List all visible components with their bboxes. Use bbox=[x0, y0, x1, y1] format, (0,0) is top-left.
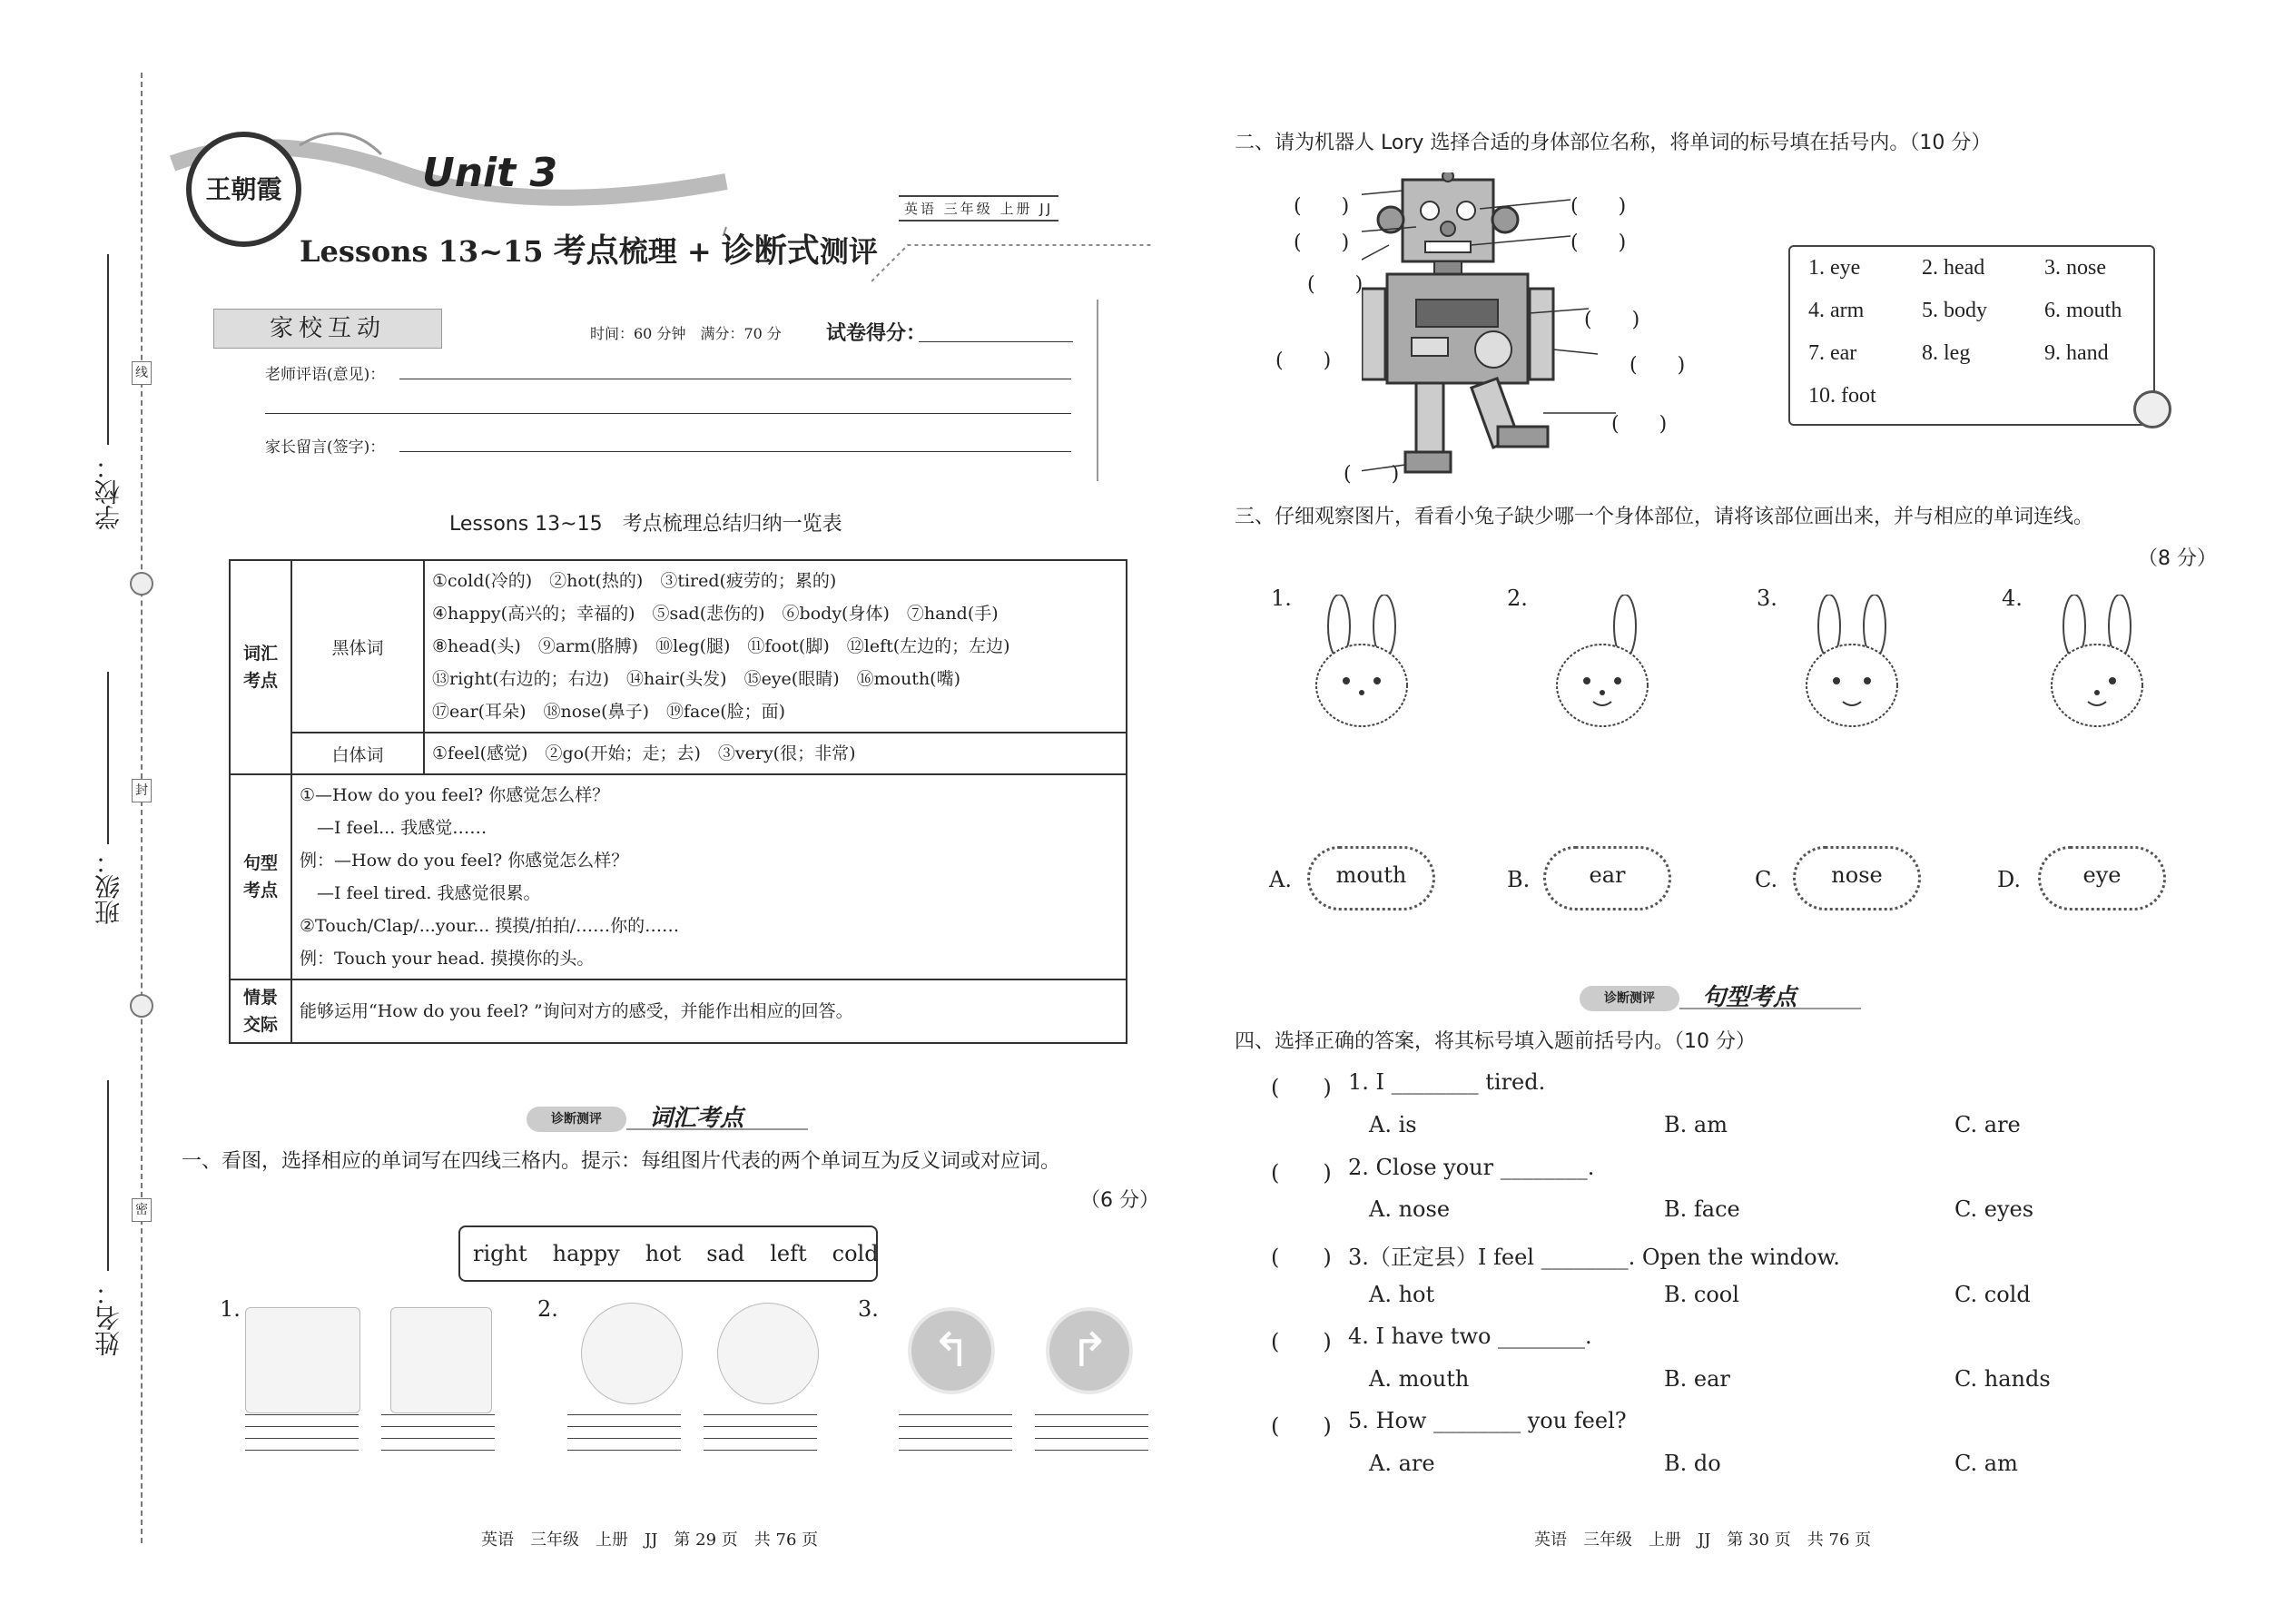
choice-a: A. hot bbox=[1369, 1282, 1435, 1307]
writing-lines[interactable] bbox=[381, 1414, 495, 1462]
choice-c: C. hands bbox=[1954, 1366, 2051, 1392]
word-option: happy bbox=[552, 1241, 620, 1266]
word-cloud-mouth[interactable]: mouth bbox=[1307, 846, 1435, 910]
option-letter: B. bbox=[1507, 867, 1531, 892]
logo-text: 王朝霞 bbox=[205, 174, 282, 204]
title-kaodian: 考点 bbox=[553, 231, 619, 270]
bold-words-line: ⑰ear(耳朵) ⑱nose(鼻子) ⑲face(脸；面) bbox=[432, 702, 786, 722]
rabbit-missing-ear-picture bbox=[1543, 595, 1661, 731]
banner-title: 词汇考点 bbox=[649, 1105, 744, 1132]
summary-table-title: Lessons 13~15 考点梳理总结归纳一览表 bbox=[449, 513, 842, 536]
lessons-range: Lessons 13~15 bbox=[300, 234, 544, 269]
rabbit-missing-eye-picture bbox=[2038, 595, 2156, 731]
writing-lines[interactable] bbox=[1035, 1414, 1148, 1462]
rabbit-number: 3. bbox=[1757, 586, 1777, 611]
answer-paren[interactable]: ( ) bbox=[1307, 273, 1364, 296]
publisher-logo bbox=[186, 132, 301, 247]
title-shuli: 梳理 bbox=[618, 234, 677, 269]
body-word: 3. nose bbox=[2044, 256, 2106, 280]
body-word: 9. hand bbox=[2044, 341, 2109, 365]
answer-paren[interactable]: ( ) bbox=[1611, 413, 1668, 436]
question-stem: 2. Close your ________. bbox=[1348, 1155, 1595, 1180]
body-word: 2. head bbox=[1922, 256, 1985, 280]
lessons-title bbox=[300, 225, 878, 271]
answer-paren[interactable]: ( ) bbox=[1271, 1413, 1332, 1439]
binding-tag-seal: 封 bbox=[132, 779, 152, 802]
grade-tags: 英语 三年级 上册 JJ bbox=[899, 195, 1058, 221]
page-footer-left: 英语 三年级 上册 JJ 第 29 页 共 76 页 bbox=[481, 1530, 819, 1550]
choice-b: B. do bbox=[1664, 1451, 1721, 1476]
home-school-banner: 家校互动 bbox=[213, 309, 442, 349]
binding-tag-secret: 密 bbox=[132, 1198, 152, 1222]
writing-lines[interactable] bbox=[704, 1414, 817, 1462]
bold-words-line: ①cold(冷的) ②hot(热的) ③tired(疲劳的；累的) bbox=[432, 571, 837, 591]
parent-comment-field[interactable] bbox=[399, 451, 1071, 452]
body-word: 10. foot bbox=[1808, 384, 1876, 408]
q1-group-number: 3. bbox=[858, 1296, 879, 1322]
word-option: left bbox=[770, 1241, 807, 1266]
body-word: 5. body bbox=[1922, 299, 1987, 322]
sentence-line: ①—How do you feel? 你感觉怎么样？ bbox=[300, 785, 610, 805]
sentence-line: —I feel... 我感觉…… bbox=[300, 818, 487, 838]
body-word: 4. arm bbox=[1808, 299, 1865, 322]
rabbit-missing-nose-picture bbox=[1793, 595, 1911, 731]
answer-paren[interactable]: ( ) bbox=[1294, 195, 1350, 218]
class-label: 班级： bbox=[94, 849, 123, 925]
option-letter: C. bbox=[1755, 867, 1778, 892]
choice-a: A. is bbox=[1369, 1112, 1417, 1137]
writing-lines[interactable] bbox=[245, 1414, 359, 1462]
word-option: sad bbox=[706, 1241, 745, 1266]
answer-paren[interactable]: ( ) bbox=[1629, 354, 1686, 377]
word-cloud-eye[interactable]: eye bbox=[2038, 846, 2166, 910]
sentence-section-banner bbox=[1580, 982, 1870, 1013]
header-divider bbox=[1097, 300, 1098, 481]
question-stem: 1. I ________ tired. bbox=[1348, 1069, 1546, 1095]
banner-tag: 诊断测评 bbox=[527, 1107, 626, 1132]
header-dotted-decoration bbox=[871, 227, 1162, 290]
title-zhenduanshi: 诊断式 bbox=[721, 231, 820, 270]
sentence-line: 例：Touch your head. 摸摸你的头。 bbox=[300, 949, 595, 969]
choice-a: A. nose bbox=[1369, 1196, 1451, 1222]
sentence-cell bbox=[291, 774, 1127, 979]
situation-cell: 能够运用“How do you feel? ”询问对方的感受，并能作出相应的回答。 bbox=[291, 979, 1127, 1043]
q3-points: （8 分） bbox=[2138, 547, 2217, 570]
time-and-score-info: 时间：60 分钟 满分：70 分 bbox=[590, 325, 782, 342]
q1-group-number: 2. bbox=[537, 1296, 558, 1322]
answer-paren[interactable]: ( ) bbox=[1570, 231, 1627, 254]
turn-left-arrow-icon: ↰ bbox=[908, 1307, 995, 1394]
title-ceping: 测评 bbox=[819, 234, 878, 269]
score-label: 试卷得分： bbox=[826, 321, 927, 345]
choice-c: C. cold bbox=[1954, 1282, 2031, 1307]
writing-lines[interactable] bbox=[899, 1414, 1012, 1462]
school-field[interactable] bbox=[107, 254, 109, 445]
choice-c: C. are bbox=[1954, 1112, 2021, 1137]
bold-words-line: ⑬right(右边的；右边) ⑭hair(头发) ⑮eye(眼睛) ⑯mouth(嘴) bbox=[432, 669, 961, 689]
answer-paren[interactable]: ( ) bbox=[1275, 349, 1332, 372]
white-words-label: 白体词 bbox=[291, 733, 424, 774]
situation-category: 情景交际 bbox=[230, 979, 291, 1043]
summary-table bbox=[229, 559, 1127, 1044]
sad-boy-picture bbox=[717, 1303, 819, 1404]
q1-word-bank bbox=[458, 1225, 878, 1282]
hot-boy-picture bbox=[245, 1307, 360, 1413]
writing-lines[interactable] bbox=[567, 1414, 681, 1462]
binding-hole-icon bbox=[130, 994, 153, 1018]
rabbit-number: 2. bbox=[1507, 586, 1528, 611]
word-cloud-ear[interactable]: ear bbox=[1543, 846, 1671, 910]
answer-paren[interactable]: ( ) bbox=[1294, 231, 1350, 254]
name-field[interactable] bbox=[107, 1080, 109, 1271]
rabbit-number: 1. bbox=[1271, 586, 1292, 611]
q2-word-list bbox=[1788, 245, 2155, 426]
option-letter: D. bbox=[1997, 867, 2022, 892]
choice-c: C. am bbox=[1954, 1451, 2018, 1476]
body-word: 8. leg bbox=[1922, 341, 1971, 365]
q1-instructions: 一、看图，选择相应的单词写在四线三格内。提示：每组图片代表的两个单词互为反义词或对应词。 bbox=[182, 1150, 1061, 1173]
question-stem: 4. I have two ________. bbox=[1348, 1324, 1592, 1349]
answer-paren[interactable]: ( ) bbox=[1570, 195, 1627, 218]
body-word: 6. mouth bbox=[2044, 299, 2122, 322]
title-plus: + bbox=[686, 234, 712, 269]
choice-b: B. cool bbox=[1664, 1282, 1739, 1307]
q1-points: （6 分） bbox=[1080, 1189, 1159, 1212]
question-stem: 5. How ________ you feel? bbox=[1348, 1408, 1627, 1433]
choice-a: A. are bbox=[1369, 1451, 1435, 1476]
answer-paren[interactable]: ( ) bbox=[1271, 1075, 1332, 1100]
binding-tag-line: 线 bbox=[132, 361, 152, 385]
page-footer-right: 英语 三年级 上册 JJ 第 30 页 共 76 页 bbox=[1534, 1530, 1872, 1550]
teacher-comment-label: 老师评语(意见)： bbox=[265, 366, 386, 384]
unit-title: Unit 3 bbox=[422, 150, 558, 196]
rabbit-number: 4. bbox=[2002, 586, 2023, 611]
banner-arrow bbox=[626, 1128, 808, 1130]
banner-title: 句型考点 bbox=[1702, 984, 1797, 1011]
vocab-category: 词汇考点 bbox=[230, 560, 291, 774]
answer-paren[interactable]: ( ) bbox=[1271, 1160, 1332, 1186]
question-stem: 3.（正定县）I feel ________. Open the window. bbox=[1348, 1245, 1840, 1270]
parent-comment-label: 家长留言(签字)： bbox=[265, 438, 386, 457]
sentence-line: ②Touch/Clap/...your... 摸摸/拍拍/……你的…… bbox=[300, 916, 680, 936]
bold-words-line: ⑧head(头) ⑨arm(胳膊) ⑩leg(腿) ⑪foot(脚) ⑫left(左边的；左边) bbox=[432, 636, 1010, 656]
word-cloud-nose[interactable]: nose bbox=[1793, 846, 1921, 910]
answer-paren[interactable]: ( ) bbox=[1271, 1329, 1332, 1354]
binding-hole-icon bbox=[130, 572, 153, 595]
answer-paren[interactable]: ( ) bbox=[1584, 309, 1640, 331]
bold-words-line: ④happy(高兴的；幸福的) ⑤sad(悲伤的) ⑥body(身体) ⑦hand(手) bbox=[432, 604, 999, 624]
teacher-comment-field-2[interactable] bbox=[265, 413, 1071, 414]
q4-instructions: 四、选择正确的答案，将其标号填入题前括号内。（10 分） bbox=[1235, 1030, 1756, 1053]
sentence-category: 句型考点 bbox=[230, 774, 291, 979]
sentence-line: —I feel tired. 我感觉很累。 bbox=[300, 883, 541, 903]
word-option: hot bbox=[645, 1241, 682, 1266]
bold-words-label: 黑体词 bbox=[291, 560, 424, 733]
answer-paren[interactable]: ( ) bbox=[1271, 1245, 1332, 1270]
q2-instructions: 二、请为机器人 Lory 选择合适的身体部位名称，将单词的标号填在括号内。（10 分） bbox=[1235, 132, 1992, 154]
q1-group-number: 1. bbox=[220, 1296, 241, 1322]
class-field[interactable] bbox=[107, 672, 109, 844]
body-word: 7. ear bbox=[1808, 341, 1857, 365]
word-option: cold bbox=[832, 1241, 879, 1266]
yarn-ball-icon bbox=[2133, 390, 2171, 428]
choice-b: B. am bbox=[1664, 1112, 1728, 1137]
choice-a: A. mouth bbox=[1369, 1366, 1470, 1392]
choice-c: C. eyes bbox=[1954, 1196, 2034, 1222]
turn-right-arrow-icon: ↱ bbox=[1046, 1307, 1133, 1394]
banner-tag: 诊断测评 bbox=[1580, 986, 1679, 1011]
white-words-cell: ①feel(感觉) ②go(开始；走；去) ③very(很；非常) bbox=[424, 733, 1127, 774]
name-label: 姓名： bbox=[94, 1280, 123, 1356]
body-word: 1. eye bbox=[1808, 256, 1861, 280]
binding-cut-line bbox=[141, 73, 143, 1543]
bold-words-cell bbox=[424, 560, 1127, 733]
school-label: 学校： bbox=[94, 454, 123, 530]
choice-b: B. face bbox=[1664, 1196, 1740, 1222]
rabbit-missing-mouth-picture bbox=[1303, 595, 1421, 731]
answer-paren[interactable]: ( ) bbox=[1344, 463, 1400, 486]
word-option: right bbox=[473, 1241, 527, 1266]
sentence-line: 例：—How do you feel? 你感觉怎么样？ bbox=[300, 851, 629, 871]
q3-instructions: 三、仔细观察图片，看看小兔子缺少哪一个身体部位，请将该部位画出来，并与相应的单词连线。 bbox=[1235, 506, 2094, 528]
option-letter: A. bbox=[1269, 867, 1292, 892]
happy-boy-picture bbox=[581, 1303, 683, 1404]
score-field[interactable] bbox=[919, 341, 1073, 342]
cold-boy-picture bbox=[390, 1307, 492, 1413]
banner-arrow bbox=[1679, 1008, 1861, 1009]
choice-b: B. ear bbox=[1664, 1366, 1730, 1392]
vocab-section-banner bbox=[527, 1103, 817, 1134]
